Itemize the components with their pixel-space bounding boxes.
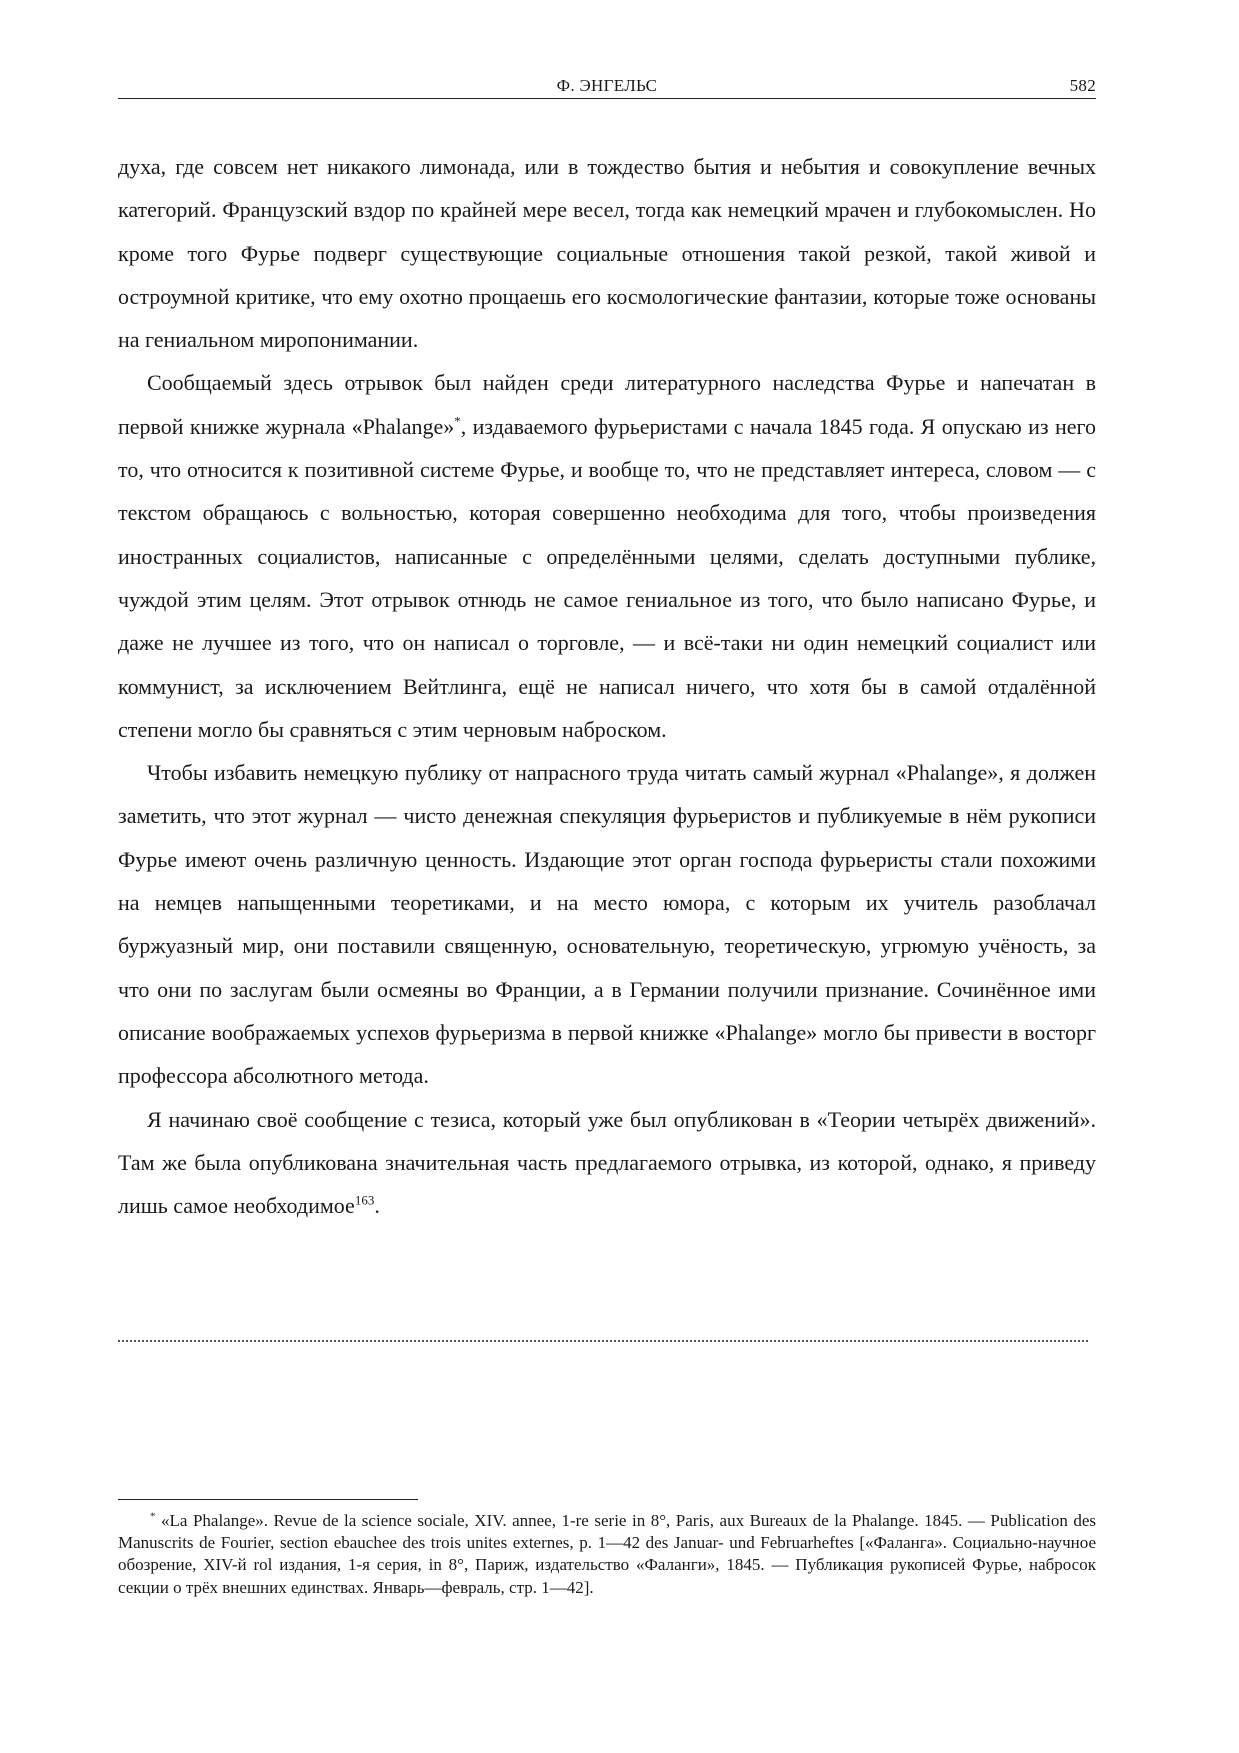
footnote-reference[interactable]: * — [454, 413, 461, 429]
running-header — [118, 76, 1096, 99]
body-text — [118, 145, 1096, 1227]
footnote-paragraph — [118, 1510, 1096, 1599]
paragraph-2 — [118, 361, 1096, 751]
page-number: 582 — [1069, 76, 1096, 95]
header-title: Ф. ЭНГЕЛЬС — [556, 76, 658, 95]
paragraph-4 — [118, 1098, 1096, 1228]
paragraph-4-text-b: . — [374, 1193, 380, 1219]
paragraph-2-text-a: Сообщаемый здесь отрывок был найден среди литературного наследства Фурье и напечатан в первой книжке журнала «Phalange» — [118, 370, 1096, 439]
paragraph-4-text-a: Я начинаю своё сообщение с тезиса, который уже был опубликован в «Теории четырёх движений». Там же была опубликована значительная часть предлагаемого отрывка, из которой, однако, я приведу лишь самое необходимое — [118, 1106, 1096, 1219]
footnote-mark: * — [150, 1510, 156, 1523]
paragraph-2-text-b: , издаваемого фурьеристами с начала 1845 года. Я опускаю из него то, что относится к позитивной системе Фурье, и вообще то, что не представляет интереса, словом — с текстом обращаюсь с вольностью, которая совершенно необходима для того, чтобы произведения иностранных социалистов, написанные с определёнными целями, сделать доступными публике, чуждой этим целям. Этот отрывок отнюдь не самое гениальное из того, что было написано Фурье, и даже не лучшее из того, что он написал о торговле, — и всё-таки ни один немецкий социалист или коммунист, за исключением Вейтлинга, ещё не написал ничего, что хотя бы в самой отдалённой степени могло бы сравняться с этим черновым наброском. — [118, 413, 1096, 742]
footnote — [118, 1510, 1096, 1599]
footnote-text: «La Phalange». Revue de la science sociale, XIV. annee, 1-re serie in 8°, Paris, aux Bureaux de la Phalange. 1845. — Publication des Manuscrits de Fourier, section ebauchee des trois unites externes, p. 1—42 des Januar- und Februarheftes [«Фаланга». Социально-научное обозрение, XIV-й rol издания, 1-я серия, in 8°, Париж, издательство «Фаланги», 1845. — Публикация рукописей Фурье, набросок секции о трёх внешних единствах. Январь—февраль, стр. 1—42]. — [118, 1511, 1096, 1597]
endnote-reference[interactable]: 163 — [354, 1192, 375, 1208]
paragraph-3: Чтобы избавить немецкую публику от напрасного труда читать самый журнал «Phalange», я должен заметить, что этот журнал — чисто денежная спекуляция фурьеристов и публикуемые в нём рукописи Фурье имеют очень различную ценность. Издающие этот орган господа фурьеристы стали похожими на немцев напыщенными теоретиками, и на место юмора, с которым их учитель разоблачал буржуазный мир, они поставили священную, основательную, теоретическую, угрюмую учёность, за что они по заслугам были осмеяны во Франции, а в Германии получили признание. Сочинённое ими описание воображаемых успехов фурьеризма в первой книжке «Phalange» могло бы привести в восторг профессора абсолютного метода. — [118, 760, 1096, 1089]
paragraph-1: духа, где совсем нет никакого лимонада, или в тождество бытия и небытия и совокупление вечных категорий. Французский вздор по крайней мере весел, тогда как немецкий мрачен и глубокомыслен. Но кроме того Фурье подверг существующие социальные отношения такой резкой, такой живой и остроумной критике, что ему охотно прощаешь его космологические фантазии, которые тоже основаны на гениальном миропонимании. — [118, 154, 1096, 353]
dotted-omission-line — [118, 1320, 1088, 1342]
footnote-divider — [118, 1499, 418, 1500]
